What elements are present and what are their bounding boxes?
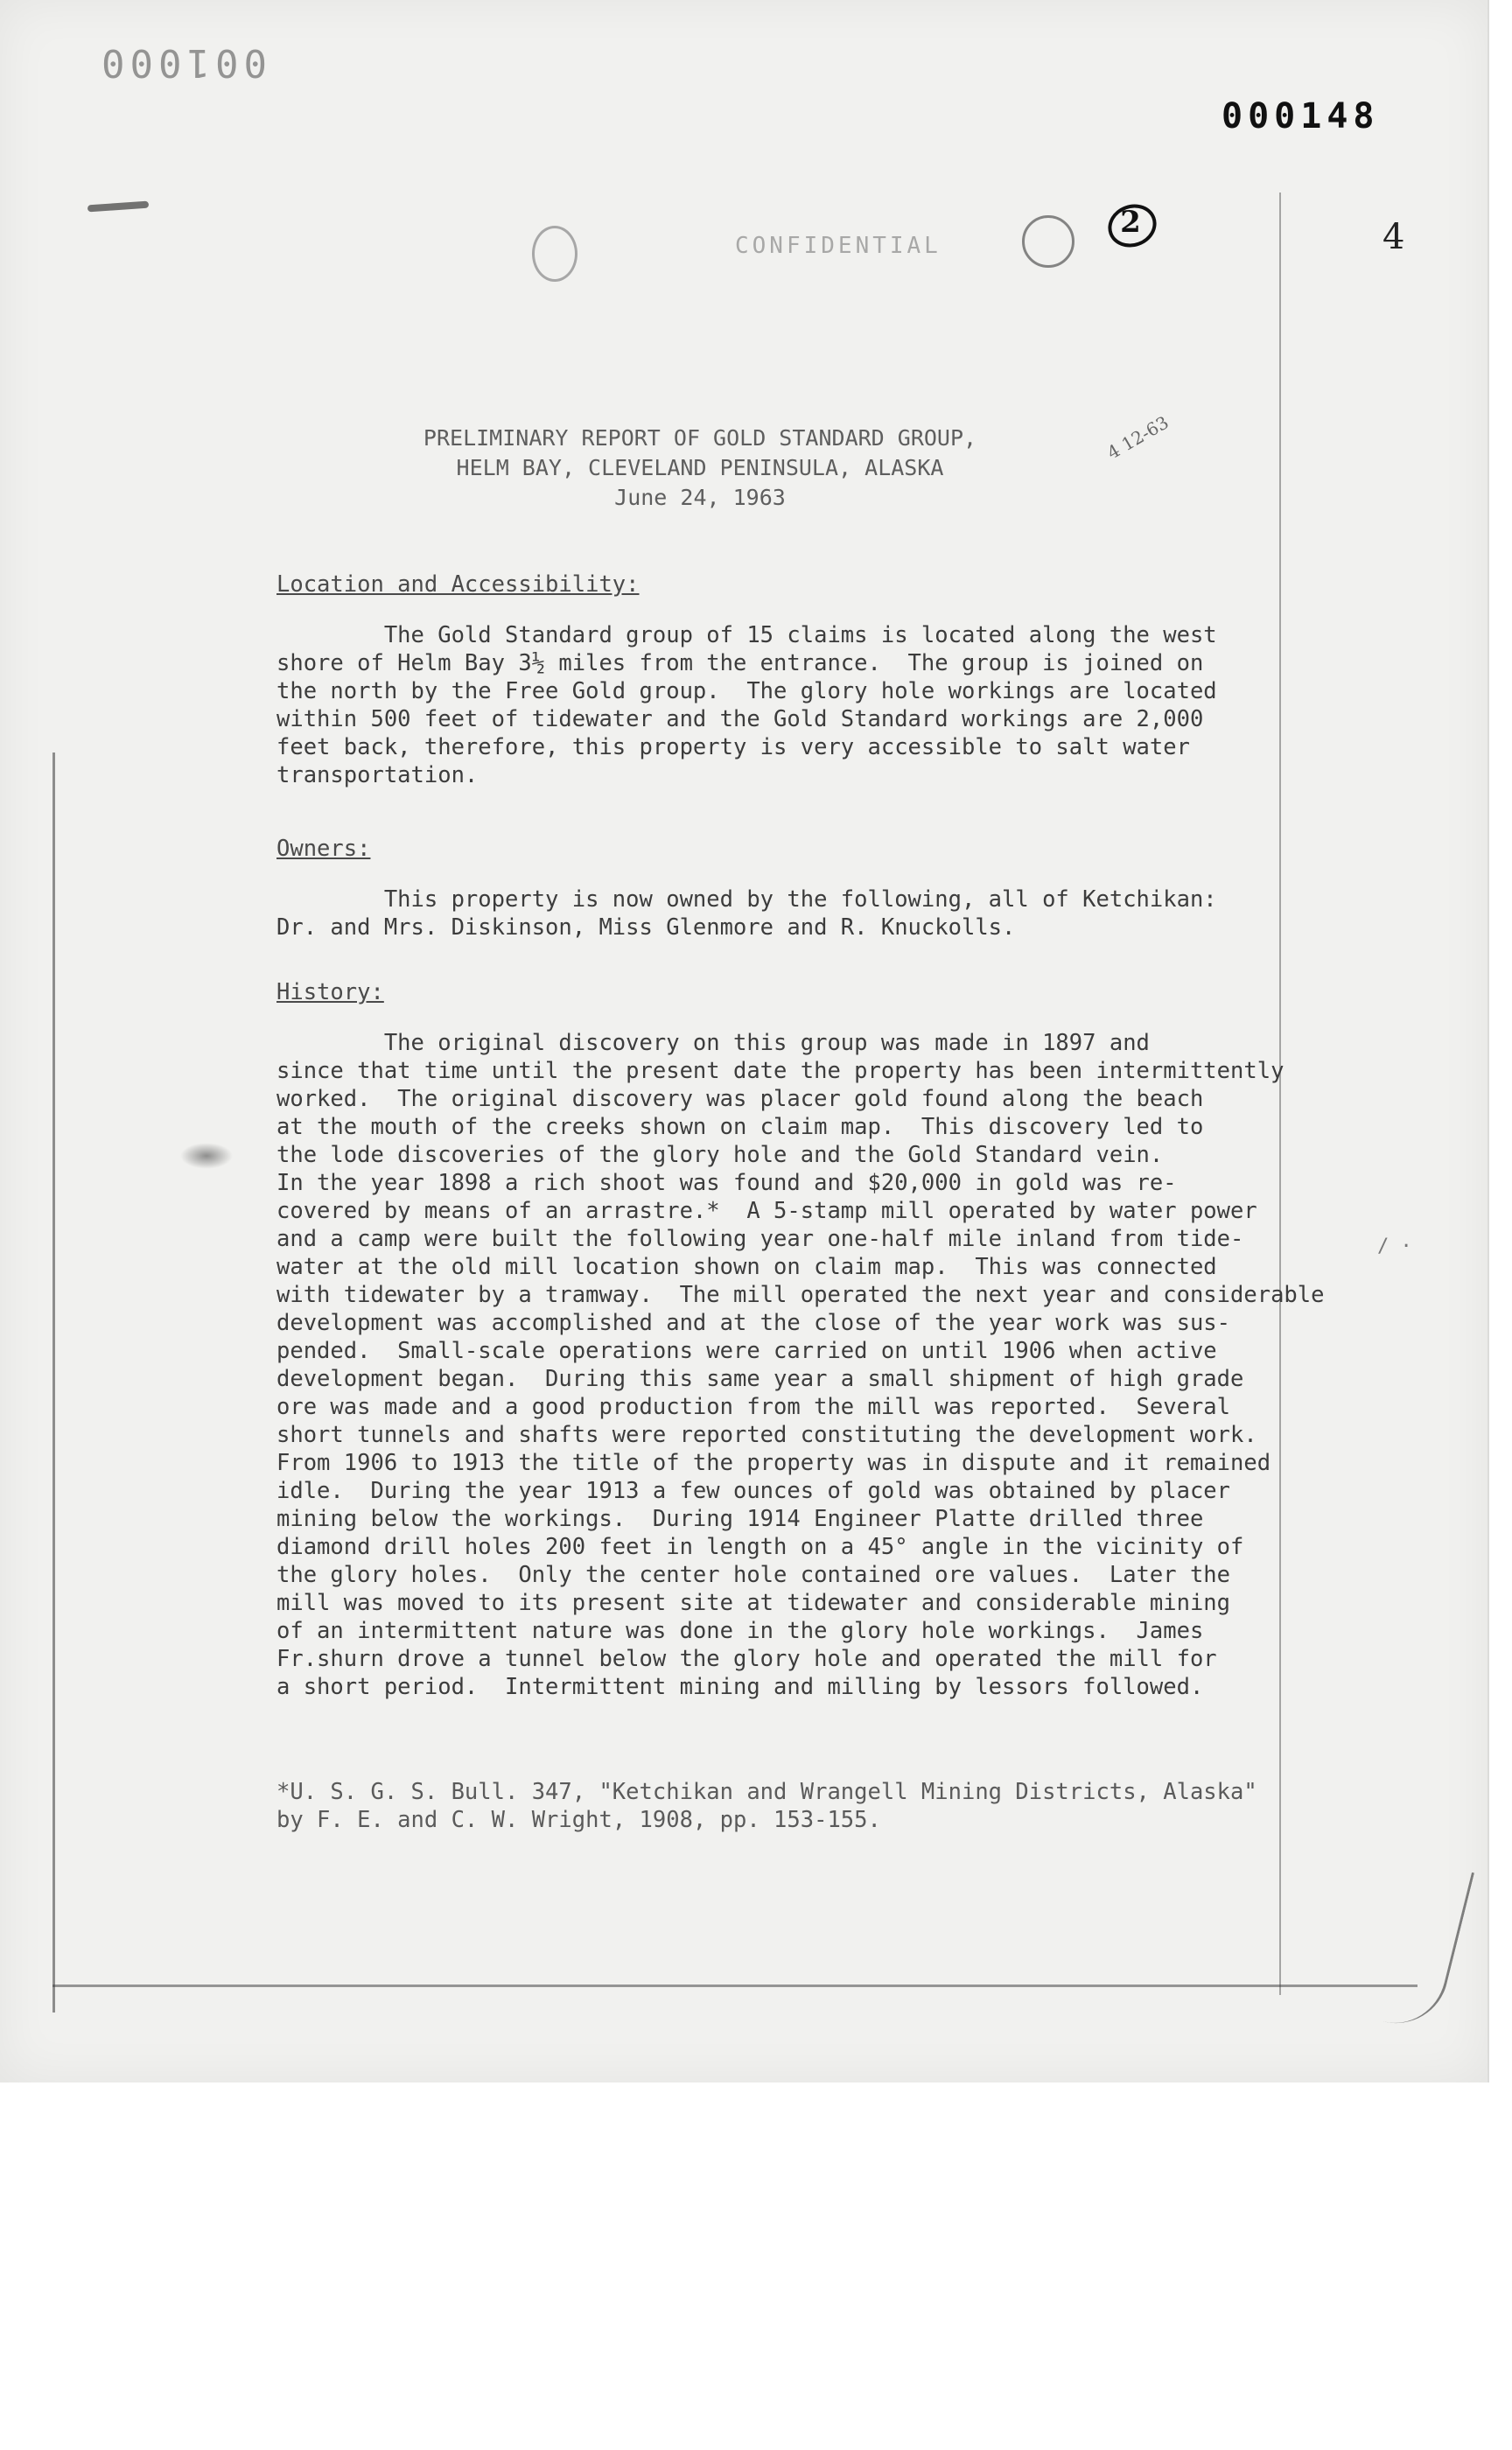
- text-line: feet back, therefore, this property is very accessible to salt water: [276, 734, 1190, 760]
- classification-stamp: CONFIDENTIAL: [735, 233, 942, 259]
- footnote-line: *U. S. G. S. Bull. 347, "Ketchikan and Wrangell Mining Districts, Alaska": [276, 1779, 1257, 1805]
- text-line: mill was moved to its present site at tidewater and considerable mining: [276, 1590, 1231, 1616]
- text-line: This property is now owned by the following, all of Ketchikan:: [276, 886, 1217, 913]
- heading-location: Location and Accessibility:: [276, 571, 640, 598]
- text-line: pended. Small-scale operations were carried on until 1906 when active: [276, 1338, 1217, 1364]
- footnote-line: by F. E. and C. W. Wright, 1908, pp. 153-155.: [276, 1807, 881, 1833]
- text-line: worked. The original discovery was placer gold found along the beach: [276, 1086, 1204, 1112]
- text-line: development began. During this same year a small shipment of high grade: [276, 1366, 1244, 1392]
- circle-mark-left: [532, 226, 578, 282]
- text-line: idle. During the year 1913 a few ounces of gold was obtained by placer: [276, 1478, 1231, 1504]
- text-line: transportation.: [276, 762, 479, 788]
- inverted-stamp-number: 001000: [96, 40, 267, 85]
- text-line: and a camp were built the following year one-half mile inland from tide-: [276, 1226, 1244, 1252]
- circle-mark-right: [1022, 215, 1074, 268]
- text-line: diamond drill holes 200 feet in length on a 45° angle in the vicinity of: [276, 1534, 1244, 1560]
- text-line: the north by the Free Gold group. The glory hole workings are located: [276, 678, 1217, 704]
- text-line: short tunnels and shafts were reported constituting the development work.: [276, 1422, 1257, 1448]
- margin-tick-mark: / ·: [1377, 1236, 1412, 1257]
- report-date: June 24, 1963: [614, 485, 786, 510]
- circled-number-text: 2: [1120, 205, 1141, 240]
- text-line: since that time until the present date the property has been intermittently: [276, 1058, 1284, 1084]
- report-header: [262, 424, 1138, 513]
- text-line: shore of Helm Bay 3½ miles from the entrance. The group is joined on: [276, 650, 1204, 676]
- text-line: covered by means of an arrastre.* A 5-stamp mill operated by water power: [276, 1198, 1257, 1224]
- text-line: From 1906 to 1913 the title of the property was in dispute and it remained: [276, 1450, 1271, 1476]
- text-line: Fr.shurn drove a tunnel below the glory hole and operated the mill for: [276, 1646, 1217, 1672]
- text-line: the glory holes. Only the center hole contained ore values. Later the: [276, 1562, 1231, 1588]
- text-line: water at the old mill location shown on claim map. This was connected: [276, 1254, 1217, 1280]
- left-border-line: [52, 752, 55, 2012]
- text-line: of an intermittent nature was done in the glory hole workings. James: [276, 1618, 1204, 1644]
- text-line: the lode discoveries of the glory hole and the Gold Standard vein.: [276, 1142, 1164, 1168]
- text-line: Dr. and Mrs. Diskinson, Miss Glenmore and R. Knuckolls.: [276, 914, 1016, 941]
- right-border-line: [1279, 192, 1281, 1995]
- heading-history: History:: [276, 979, 384, 1005]
- text-line: The original discovery on this group was made in 1897 and: [276, 1030, 1150, 1056]
- text-line: In the year 1898 a rich shoot was found and $20,000 in gold was re-: [276, 1170, 1177, 1196]
- text-line: ore was made and a good production from the mill was reported. Several: [276, 1394, 1231, 1420]
- text-line: mining below the workings. During 1914 Engineer Platte drilled three: [276, 1506, 1204, 1532]
- bottom-border-line: [52, 1984, 1418, 1987]
- heading-owners: Owners:: [276, 836, 371, 862]
- handwritten-margin-note: 4 12-63: [1103, 411, 1172, 464]
- text-line: at the mouth of the creeks shown on claim map. This discovery led to: [276, 1114, 1204, 1140]
- text-line: within 500 feet of tidewater and the Gold Standard workings are 2,000: [276, 706, 1204, 732]
- text-line: The Gold Standard group of 15 claims is located along the west: [276, 622, 1217, 648]
- text-line: development was accomplished and at the close of the year work was sus-: [276, 1310, 1231, 1336]
- circled-number-mark: [1104, 198, 1157, 250]
- report-location: HELM BAY, CLEVELAND PENINSULA, ALASKA: [456, 455, 944, 480]
- text-line: a short period. Intermittent mining and milling by lessors followed.: [276, 1674, 1204, 1700]
- ink-smudge: [180, 1143, 233, 1169]
- document-number: 000148: [1222, 96, 1380, 136]
- page-number-handwritten: 4: [1382, 217, 1405, 257]
- report-title: PRELIMINARY REPORT OF GOLD STANDARD GROUP,: [423, 425, 977, 451]
- text-line: with tidewater by a tramway. The mill operated the next year and considerable: [276, 1282, 1325, 1308]
